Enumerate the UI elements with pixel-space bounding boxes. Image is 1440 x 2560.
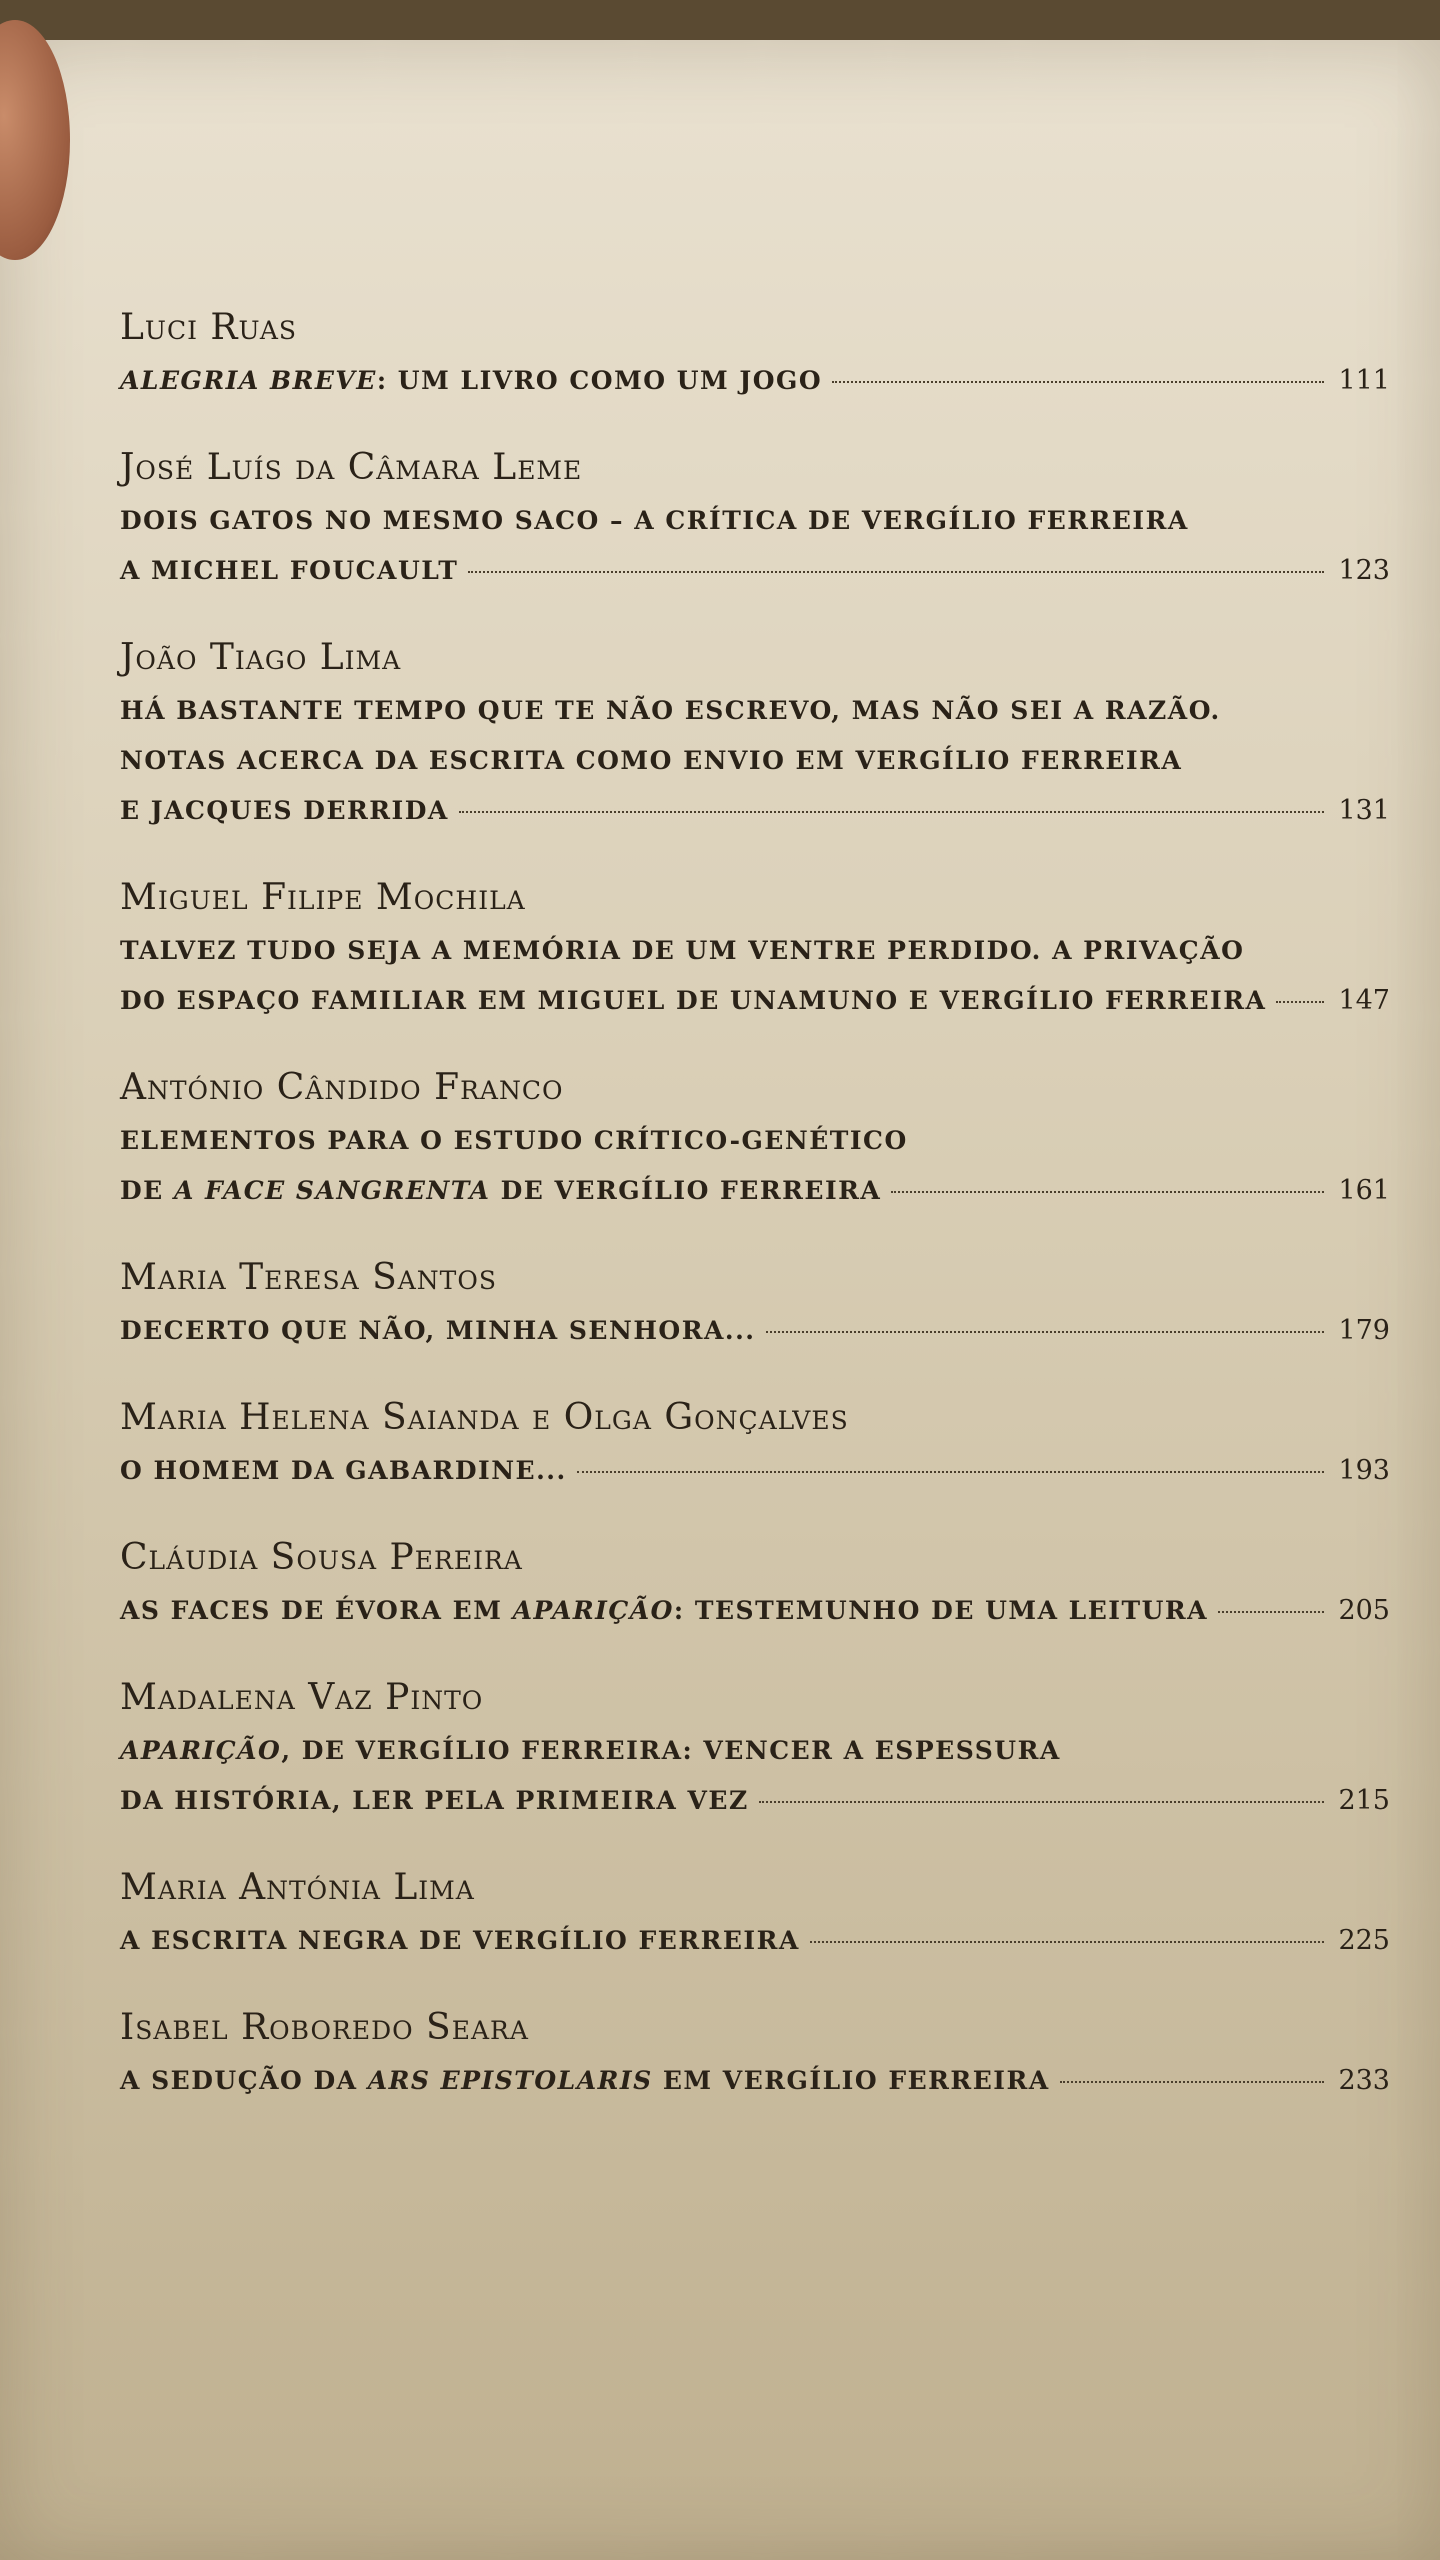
italic-work-title: APARIÇÃO — [512, 1596, 674, 1625]
entry-author: João Tiago Lima — [120, 637, 402, 678]
page-number[interactable]: 111 — [1338, 365, 1390, 396]
page-number[interactable]: 123 — [1338, 555, 1390, 586]
dot-leader — [832, 381, 1324, 383]
title-segment: A MICHEL FOUCAULT — [120, 556, 459, 585]
italic-work-title: APARIÇÃO — [120, 1736, 282, 1765]
dot-leader — [759, 1801, 1324, 1803]
page-number[interactable]: 233 — [1338, 2065, 1390, 2096]
title-segment: DO ESPAÇO FAMILIAR EM MIGUEL DE UNAMUNO E VERGÍLIO FERREIRA — [120, 986, 1267, 1015]
entry-author: Maria Helena Saianda e Olga Gonçalves — [120, 1397, 849, 1438]
entry-author: António Cândido Franco — [120, 1067, 564, 1108]
entry-title-line — [120, 926, 1390, 976]
entry-title-text — [120, 1916, 800, 1966]
entry-title-text — [120, 786, 449, 836]
entry-title-text — [120, 736, 1182, 786]
thumb-holding-page — [0, 20, 70, 260]
italic-work-title: A FACE SANGRENTA — [173, 1176, 491, 1205]
title-segment: O HOMEM DA GABARDINE... — [120, 1456, 567, 1485]
dot-leader — [1060, 2081, 1324, 2083]
book-page — [0, 40, 1440, 2560]
entry-title-line — [120, 2056, 1390, 2106]
entry-author: Luci Ruas — [120, 307, 298, 348]
entry-title-line — [120, 1586, 1390, 1636]
entry-title-line — [120, 786, 1390, 836]
entry-author: Cláudia Sousa Pereira — [120, 1537, 523, 1578]
entry-title-line — [120, 1776, 1390, 1826]
entry-title-line — [120, 976, 1390, 1026]
dot-leader — [810, 1941, 1324, 1943]
title-segment: EM VERGÍLIO FERREIRA — [652, 2066, 1050, 2095]
toc-entry — [120, 1530, 1390, 1636]
title-segment: A ESCRITA NEGRA DE VERGÍLIO FERREIRA — [120, 1926, 800, 1955]
entry-title-text — [120, 1446, 567, 1496]
entry-author: Isabel Roboredo Seara — [120, 2007, 529, 2048]
entry-author: Madalena Vaz Pinto — [120, 1677, 484, 1718]
entry-title-line — [120, 1306, 1390, 1356]
entry-title-line — [120, 496, 1390, 546]
entry-title-line — [120, 1916, 1390, 1966]
dot-leader — [468, 571, 1324, 573]
title-segment: DOIS GATOS NO MESMO SACO – A CRÍTICA DE VERGÍLIO FERREIRA — [120, 506, 1189, 535]
title-segment: , DE VERGÍLIO FERREIRA: VENCER A ESPESSURA — [281, 1736, 1061, 1765]
toc-entry — [120, 1390, 1390, 1496]
entry-title-text — [120, 356, 822, 406]
toc-entry — [120, 870, 1390, 1026]
entry-title-line — [120, 356, 1390, 406]
toc-entry — [120, 440, 1390, 596]
toc-entry — [120, 1860, 1390, 1966]
toc-entry — [120, 630, 1390, 836]
entry-title-text — [120, 686, 1221, 736]
dot-leader — [459, 811, 1324, 813]
entry-title-line — [120, 1446, 1390, 1496]
title-segment: A SEDUÇÃO DA — [120, 2066, 368, 2095]
entry-title-text — [120, 1166, 881, 1216]
italic-work-title: ALEGRIA BREVE — [120, 366, 377, 395]
entry-title-text — [120, 2056, 1050, 2106]
entry-title-text — [120, 546, 458, 596]
dot-leader — [1276, 1001, 1324, 1003]
dot-leader — [766, 1331, 1325, 1333]
title-segment: : TESTEMUNHO DE UMA LEITURA — [673, 1596, 1209, 1625]
title-segment: DE — [120, 1176, 174, 1205]
title-segment: NOTAS ACERCA DA ESCRITA COMO ENVIO EM VERGÍLIO FERREIRA — [120, 746, 1183, 775]
page-number[interactable]: 161 — [1338, 1175, 1390, 1206]
toc-entry — [120, 1060, 1390, 1216]
page-number[interactable]: 147 — [1338, 985, 1390, 1016]
page-number[interactable]: 225 — [1338, 1925, 1390, 1956]
entry-title-text — [120, 926, 1244, 976]
entry-title-line — [120, 686, 1390, 736]
entry-title-text — [120, 1726, 1061, 1776]
entry-author: Maria Antónia Lima — [120, 1867, 475, 1908]
title-segment: E JACQUES DERRIDA — [120, 796, 449, 825]
italic-work-title: ARS EPISTOLARIS — [367, 2066, 653, 2095]
entry-author: José Luís da Câmara Leme — [120, 447, 583, 488]
dot-leader — [1218, 1611, 1324, 1613]
entry-title-line — [120, 1166, 1390, 1216]
page-number[interactable]: 193 — [1338, 1455, 1390, 1486]
dot-leader — [891, 1191, 1324, 1193]
title-segment: DE VERGÍLIO FERREIRA — [490, 1176, 882, 1205]
entry-title-text — [120, 1586, 1208, 1636]
toc-entry — [120, 2000, 1390, 2106]
entry-title-line — [120, 736, 1390, 786]
title-segment: DA HISTÓRIA, LER PELA PRIMEIRA VEZ — [120, 1786, 749, 1815]
entry-title-line — [120, 1726, 1390, 1776]
toc-entry — [120, 300, 1390, 406]
title-segment: AS FACES DE ÉVORA EM — [120, 1596, 513, 1625]
dot-leader — [577, 1471, 1324, 1473]
entry-title-line — [120, 546, 1390, 596]
toc-entry — [120, 1670, 1390, 1826]
entry-title-line — [120, 1116, 1390, 1166]
entry-title-text — [120, 1306, 756, 1356]
page-number[interactable]: 131 — [1338, 795, 1390, 826]
page-number[interactable]: 215 — [1338, 1785, 1390, 1816]
title-segment: TALVEZ TUDO SEJA A MEMÓRIA DE UM VENTRE PERDIDO. A PRIVAÇÃO — [120, 936, 1245, 965]
page-number[interactable]: 205 — [1338, 1595, 1390, 1626]
title-segment: DECERTO QUE NÃO, MINHA SENHORA... — [120, 1316, 756, 1345]
page-number[interactable]: 179 — [1338, 1315, 1390, 1346]
title-segment: HÁ BASTANTE TEMPO QUE TE NÃO ESCREVO, MAS NÃO SEI A RAZÃO. — [120, 696, 1221, 725]
entry-title-text — [120, 1776, 749, 1826]
entry-title-text — [120, 496, 1189, 546]
title-segment: : UM LIVRO COMO UM JOGO — [376, 366, 823, 395]
entry-title-text — [120, 976, 1266, 1026]
entry-author: Miguel Filipe Mochila — [120, 877, 526, 918]
title-segment: ELEMENTOS PARA O ESTUDO CRÍTICO-GENÉTICO — [120, 1126, 908, 1155]
entry-author: Maria Teresa Santos — [120, 1257, 497, 1298]
table-of-contents — [120, 300, 1390, 2140]
entry-title-text — [120, 1116, 908, 1166]
toc-entry — [120, 1250, 1390, 1356]
